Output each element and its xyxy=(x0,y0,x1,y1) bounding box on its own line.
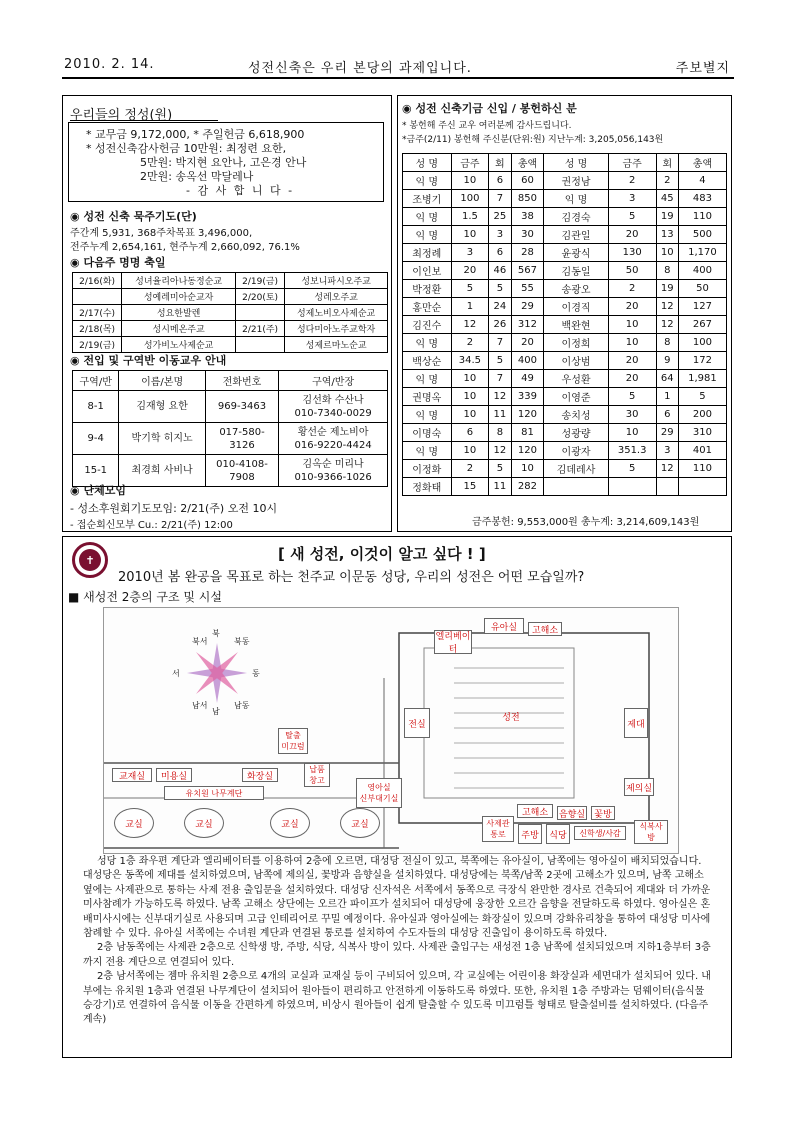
fund-cell: 3 xyxy=(656,442,678,460)
transfer-cell: 황선순 제노비아 016-9220-4424 xyxy=(279,423,388,455)
fund-cell: 25 xyxy=(489,208,511,226)
fund-row xyxy=(403,208,727,226)
room-kitchen: 주방 xyxy=(518,824,542,844)
fund-cell: 100 xyxy=(678,334,726,352)
fund-cell: 박정환 xyxy=(403,280,452,298)
fund-cell: 81 xyxy=(511,424,544,442)
fund-row xyxy=(403,334,727,352)
rosary-line-2: 전주누계 2,654,161, 현주누계 2,660,092, 76.1% xyxy=(70,242,300,253)
group-line-2: - 접순회신모부 Cu.: 2/21(주) 12:00 xyxy=(70,520,233,531)
fund-cell: 송광오 xyxy=(544,280,608,298)
room-class-4: 교실 xyxy=(340,808,380,838)
offering-line-2: * 성전신축감사헌금 10만원: 최정련 요한, xyxy=(86,142,287,155)
transfer-cell: 010-4108- 7908 xyxy=(205,455,278,487)
article-paragraph-2: 2층 남동쪽에는 사제관 2층으로 신학생 방, 주방, 식당, 식복사 방이 있다. 사제관 출입구는 새성전 1층 남쪽에 설치되었으며 지하1층부터 3층까지 전용 계단으로 연결되어 있다. xyxy=(83,942,711,968)
fund-cell: 11 xyxy=(489,406,511,424)
fund-cell xyxy=(608,478,656,496)
transfer-cell: 8-1 xyxy=(73,391,119,423)
transfer-header: 구역/반 xyxy=(73,371,119,391)
fund-cell: 400 xyxy=(678,262,726,280)
feast-cell: 성녀율리아나동정순교 xyxy=(122,273,236,289)
article-paragraph-1: 성당 1층 좌우편 계단과 엘리베이터를 이용하여 2층에 오르면, 대성당 전실이 있고, 북쪽에는 유아실이, 남쪽에는 영아실이 배치되었습니다. 대성당은 동쪽에 제대를 설치하였으며, 남쪽에 제의실, 꽃방과 음향실을 설치하였다. 대성당에는 북쪽/남쪽 2곳에 고해소가 있으며, 남쪽 고해소 옆에는 사제관으로 통하는 사제 전용 출입문을 설치하였다. 대성당 신자석은 서쪽에서 동쪽으로 극장식 완만한 경사로 건축되어 제대와 더 가까운 미사참례가 가능하도록 하였다. 남쪽 고해소 상단에는 오르간 파이프가 설치되어 대성당에 웅장한 오르간 음향을 전달하도록 하였다. 영아실은 혼배미사시에는 신부대기실로 사용되며 고급 인테리어로 꾸밀 예정이다. 유아실과 영아실에는 화장실이 있으며 강화유리창을 통하여 대성당 미사에 참례할 수 있다. 유아실 서쪽에는 수녀원 계단과 연결된 통로를 설치하여 수도자들의 대성당 진출입이 용이하도록 하였다. xyxy=(83,856,711,940)
fund-cell: 권명옥 xyxy=(403,388,452,406)
fund-row xyxy=(403,460,727,478)
transfer-cell: 박기학 히지노 xyxy=(119,423,205,455)
fund-cell: 7 xyxy=(489,334,511,352)
fund-cell: 19 xyxy=(656,208,678,226)
fund-cell: 12 xyxy=(656,316,678,334)
fund-cell: 윤광식 xyxy=(544,244,608,262)
fund-cell: 110 xyxy=(678,208,726,226)
fund-cell: 339 xyxy=(511,388,544,406)
feast-cell xyxy=(235,305,284,321)
fund-cell: 110 xyxy=(678,460,726,478)
fund-cell: 120 xyxy=(511,442,544,460)
fund-cell: 45 xyxy=(656,190,678,208)
offering-thanks: - 감 사 합 니 다 - xyxy=(186,184,295,197)
transfer-cell: 김선화 수산나 010-7340-0029 xyxy=(279,391,388,423)
transfer-header: 전화번호 xyxy=(205,371,278,391)
transfer-row xyxy=(73,391,388,423)
fund-cell: 이정화 xyxy=(403,460,452,478)
page-header xyxy=(62,55,734,79)
fund-cell: 2 xyxy=(608,172,656,190)
fund-cell: 5 xyxy=(489,280,511,298)
fund-cell: 20 xyxy=(608,370,656,388)
transfer-cell: 김재형 요한 xyxy=(119,391,205,423)
room-infant: 유아실 xyxy=(484,618,524,634)
fund-total: 금주봉헌: 9,553,000원 총누계: 3,214,609,143원 xyxy=(472,517,700,528)
fund-cell: 29 xyxy=(511,298,544,316)
fund-cell: 200 xyxy=(678,406,726,424)
fund-cell: 7 xyxy=(489,190,511,208)
fund-cell: 26 xyxy=(489,316,511,334)
fund-header: 총액 xyxy=(678,154,726,172)
fund-cell: 30 xyxy=(608,406,656,424)
fund-cell: 9 xyxy=(656,352,678,370)
fund-cell: 15 xyxy=(451,478,489,496)
fund-header: 금주 xyxy=(608,154,656,172)
fund-cell: 172 xyxy=(678,352,726,370)
fund-cell: 이상범 xyxy=(544,352,608,370)
fund-cell: 이영준 xyxy=(544,388,608,406)
room-cook: 식복사 방 xyxy=(634,820,668,844)
fund-table xyxy=(402,153,727,496)
fund-cell: 20 xyxy=(608,298,656,316)
fund-cell: 2 xyxy=(451,460,489,478)
room-baby: 영아실 신부대기실 xyxy=(356,778,402,808)
feast-cell: 2/20(토) xyxy=(235,289,284,305)
fund-cell: 100 xyxy=(451,190,489,208)
fund-cell: 13 xyxy=(656,226,678,244)
fund-cell: 351.3 xyxy=(608,442,656,460)
fund-cell: 익 명 xyxy=(544,190,608,208)
fund-row xyxy=(403,226,727,244)
article-heading: ■ 새성전 2층의 구조 및 시설 xyxy=(68,590,222,604)
fund-cell: 3 xyxy=(608,190,656,208)
fund-cell: 2 xyxy=(451,334,489,352)
groups-title: ◉ 단체모임 xyxy=(70,484,126,497)
transfer-header: 이름/본명 xyxy=(119,371,205,391)
feast-cell: 성요한발렌 xyxy=(122,305,236,321)
fund-header: 회 xyxy=(489,154,511,172)
fund-row xyxy=(403,352,727,370)
room-seminarian: 신학생/사감 xyxy=(574,826,626,840)
feast-cell: 성보니파시오주교 xyxy=(285,273,388,289)
fund-cell: 우성환 xyxy=(544,370,608,388)
fund-cell: 46 xyxy=(489,262,511,280)
room-confession-n: 고해소 xyxy=(528,622,562,636)
fund-row xyxy=(403,172,727,190)
fund-cell: 50 xyxy=(608,262,656,280)
transfer-cell: 017-580- 3126 xyxy=(205,423,278,455)
feast-cell: 2/16(화) xyxy=(73,273,122,289)
fund-cell: 1 xyxy=(451,298,489,316)
fund-cell: 10 xyxy=(451,388,489,406)
fund-cell: 2 xyxy=(608,280,656,298)
fund-row xyxy=(403,262,727,280)
fund-cell: 익 명 xyxy=(403,208,452,226)
transfer-title: ◉ 전입 및 구역반 이동교우 안내 xyxy=(70,354,227,367)
transfer-cell: 최경희 사비나 xyxy=(119,455,205,487)
fund-cell: 20 xyxy=(608,352,656,370)
fund-cell: 127 xyxy=(678,298,726,316)
room-flower: 꽃방 xyxy=(591,806,615,820)
fund-cell: 김데레사 xyxy=(544,460,608,478)
fund-cell: 3 xyxy=(451,244,489,262)
fund-row xyxy=(403,190,727,208)
offering-title: 우리들의 정성(원) xyxy=(70,108,173,123)
fund-cell: 24 xyxy=(489,298,511,316)
fund-cell: 20 xyxy=(511,334,544,352)
fund-cell: 이정희 xyxy=(544,334,608,352)
transfer-header: 구역/반장 xyxy=(279,371,388,391)
article-paragraph-3: 2층 남서쪽에는 젬마 유치원 2층으로 4개의 교실과 교재실 등이 구비되어 있으며, 각 교실에는 어린이용 화장실과 세면대가 설치되어 있다. 내부에는 유치원 1층과 연결된 나무계단이 설치되어 원아들이 편리하고 안전하게 이동하도록 하였다. 또한, 유치원 1층 주방과는 덤웨이터(음식물 승강기)로 연결하여 음식물 이동을 간편하게 하였으며, 비상시 원아들이 쉽게 탈출할 수 있도록 미끄럼틀 형태로 탈출설비를 설치하였다. (다음주 계속) xyxy=(83,971,711,1026)
header-slogan: 성전신축은 우리 본당의 과제입니다. xyxy=(248,61,472,76)
feast-title: ◉ 다음주 명명 축일 xyxy=(70,256,166,269)
transfer-cell: 969-3463 xyxy=(205,391,278,423)
fund-cell: 12 xyxy=(656,460,678,478)
fund-cell: 6 xyxy=(656,406,678,424)
fund-row xyxy=(403,280,727,298)
room-storage: 납품 창고 xyxy=(304,763,330,787)
feast-row xyxy=(73,305,388,321)
fund-cell: 5 xyxy=(608,208,656,226)
feast-table xyxy=(72,272,388,353)
fund-cell: 10 xyxy=(656,244,678,262)
fund-cell: 8 xyxy=(656,334,678,352)
fund-cell: 성광량 xyxy=(544,424,608,442)
fund-cell: 10 xyxy=(608,316,656,334)
fund-cell: 49 xyxy=(511,370,544,388)
fund-cell: 50 xyxy=(678,280,726,298)
fund-cell: 김경숙 xyxy=(544,208,608,226)
room-class-2: 교실 xyxy=(184,808,224,838)
fund-cell: 6 xyxy=(451,424,489,442)
fund-cell: 익 명 xyxy=(403,334,452,352)
fund-cell: 7 xyxy=(489,370,511,388)
fund-cell: 267 xyxy=(678,316,726,334)
feast-row xyxy=(73,337,388,353)
fund-cell: 조병기 xyxy=(403,190,452,208)
fund-cell: 120 xyxy=(511,406,544,424)
article-subtitle: 2010년 봄 완공을 목표로 하는 천주교 이문동 성당, 우리의 성전은 어떤 모습일까? xyxy=(118,570,585,585)
compass-ne: 북동 xyxy=(234,637,250,646)
fund-row xyxy=(403,442,727,460)
room-class-1: 교실 xyxy=(114,808,154,838)
room-stairs: 유치원 나무계단 xyxy=(164,786,264,800)
group-line-1: - 성소후원회기도모임: 2/21(주) 오전 10시 xyxy=(70,502,278,515)
feast-cell: 성제르마노순교 xyxy=(285,337,388,353)
transfer-cell: 9-4 xyxy=(73,423,119,455)
compass-nw: 북서 xyxy=(192,637,208,646)
room-confession-s: 고해소 xyxy=(517,804,553,818)
fund-cell: 김동일 xyxy=(544,262,608,280)
floor-plan xyxy=(103,607,679,854)
fund-cell: 백상순 xyxy=(403,352,452,370)
feast-cell: 성제노비오사제순교 xyxy=(285,305,388,321)
fund-row xyxy=(403,244,727,262)
fund-cell: 5 xyxy=(489,460,511,478)
fund-cell: 이인보 xyxy=(403,262,452,280)
room-dining: 식당 xyxy=(546,824,570,844)
fund-cell: 5 xyxy=(608,388,656,406)
fund-cell: 익 명 xyxy=(403,226,452,244)
fund-cell: 김진수 xyxy=(403,316,452,334)
room-toilet: 화장실 xyxy=(242,768,278,782)
fund-cell: 28 xyxy=(511,244,544,262)
fund-cell: 익 명 xyxy=(403,406,452,424)
rosary-title: ◉ 성전 신축 묵주기도(단) xyxy=(70,210,197,223)
fund-row xyxy=(403,388,727,406)
room-elevator: 엘리베이터 xyxy=(435,632,471,655)
feast-cell: 2/17(수) xyxy=(73,305,122,321)
fund-cell xyxy=(656,478,678,496)
transfer-cell: 김옥순 미리나 010-9366-1026 xyxy=(279,455,388,487)
fund-cell: 6 xyxy=(489,172,511,190)
fund-cell: 익 명 xyxy=(403,172,452,190)
compass-sw: 남서 xyxy=(192,701,208,710)
fund-cell: 정화태 xyxy=(403,478,452,496)
offering-line-4: 2만원: 송옥선 막달레나 xyxy=(140,170,254,183)
feast-cell: 성시메온주교 xyxy=(122,321,236,337)
fund-row xyxy=(403,424,727,442)
fund-cell: 4 xyxy=(678,172,726,190)
fund-header: 성 명 xyxy=(403,154,452,172)
fund-cell: 500 xyxy=(678,226,726,244)
article-body xyxy=(83,855,713,1028)
room-rectory-passage: 사제관 통로 xyxy=(482,816,514,842)
issue-date: 2010. 2. 14. xyxy=(64,57,155,72)
fund-cell: 이명숙 xyxy=(403,424,452,442)
feast-row xyxy=(73,289,388,305)
fund-cell: 20 xyxy=(608,226,656,244)
fund-cell: 10 xyxy=(451,172,489,190)
fund-cell: 850 xyxy=(511,190,544,208)
fund-cell: 10 xyxy=(451,226,489,244)
fund-cell: 10 xyxy=(451,370,489,388)
fund-cell: 1 xyxy=(656,388,678,406)
fund-cell: 8 xyxy=(489,424,511,442)
fund-cell: 310 xyxy=(678,424,726,442)
rosary-line-1: 주간계 5,931, 368주차목표 3,496,000, xyxy=(70,228,253,239)
transfer-table xyxy=(72,370,388,487)
fund-cell: 38 xyxy=(511,208,544,226)
feast-cell xyxy=(73,289,122,305)
compass-s: 남 xyxy=(212,707,220,716)
fund-cell: 6 xyxy=(489,244,511,262)
fund-cell: 1,981 xyxy=(678,370,726,388)
feast-row xyxy=(73,273,388,289)
fund-cell: 익 명 xyxy=(403,370,452,388)
offering-line-1: * 교무금 9,172,000, * 주일헌금 6,618,900 xyxy=(86,128,305,141)
feast-cell: 성가비노사제순교 xyxy=(122,337,236,353)
transfer-cell: 15-1 xyxy=(73,455,119,487)
fund-cell xyxy=(678,478,726,496)
fund-note-1: * 봉헌해 주신 교우 여러분께 감사드립니다. xyxy=(402,121,572,131)
fund-row xyxy=(403,298,727,316)
fund-cell: 1.5 xyxy=(451,208,489,226)
fund-cell: 10 xyxy=(511,460,544,478)
fund-cell: 483 xyxy=(678,190,726,208)
feast-cell: 2/21(주) xyxy=(235,321,284,337)
fund-cell: 11 xyxy=(489,478,511,496)
fund-cell: 10 xyxy=(608,424,656,442)
fund-cell: 홍만순 xyxy=(403,298,452,316)
fund-cell: 5 xyxy=(451,280,489,298)
fund-header: 성 명 xyxy=(544,154,608,172)
fund-cell: 19 xyxy=(656,280,678,298)
fund-title: ◉ 성전 신축기금 신입 / 봉헌하신 분 xyxy=(402,102,577,115)
room-vestibule: 전실 xyxy=(404,708,430,738)
feast-cell: 2/18(목) xyxy=(73,321,122,337)
fund-cell: 10 xyxy=(451,442,489,460)
fund-cell: 이경직 xyxy=(544,298,608,316)
feast-cell: 2/19(금) xyxy=(235,273,284,289)
fund-cell: 8 xyxy=(656,262,678,280)
fund-cell: 401 xyxy=(678,442,726,460)
section-label: 주보별지 xyxy=(675,61,730,76)
room-class-3: 교실 xyxy=(270,808,310,838)
fund-cell: 60 xyxy=(511,172,544,190)
fund-cell: 10 xyxy=(608,334,656,352)
fund-cell: 30 xyxy=(511,226,544,244)
fund-note-2: *금주(2/11) 봉헌해 주신분(단위:원) 지난누계: 3,205,056,143원 xyxy=(402,135,664,145)
room-vestry: 제의실 xyxy=(624,778,654,796)
fund-cell: 최정례 xyxy=(403,244,452,262)
feast-cell: 성레오주교 xyxy=(285,289,388,305)
compass-n: 북 xyxy=(212,629,220,638)
fund-cell: 백완현 xyxy=(544,316,608,334)
offering-line-3: 5만원: 박지현 요안나, 고은경 안나 xyxy=(140,156,307,169)
fund-cell: 12 xyxy=(489,442,511,460)
feast-cell: 성다미아노주교학자 xyxy=(285,321,388,337)
fund-cell: 김관일 xyxy=(544,226,608,244)
feast-cell: 성예레미아순교자 xyxy=(122,289,236,305)
article-title: [ 새 성전, 이것이 알고 싶다 ! ] xyxy=(278,545,486,563)
fund-cell: 5 xyxy=(678,388,726,406)
fund-cell: 송치성 xyxy=(544,406,608,424)
fund-cell: 400 xyxy=(511,352,544,370)
fund-cell: 34.5 xyxy=(451,352,489,370)
fund-cell: 2 xyxy=(656,172,678,190)
fund-cell: 10 xyxy=(451,406,489,424)
fund-cell: 55 xyxy=(511,280,544,298)
feast-row xyxy=(73,321,388,337)
church-seal-logo: ✝ xyxy=(72,542,108,578)
compass-e: 동 xyxy=(252,669,260,678)
room-sound: 음향실 xyxy=(557,806,587,820)
fund-header: 총액 xyxy=(511,154,544,172)
fund-cell: 5 xyxy=(608,460,656,478)
feast-cell: 2/19(금) xyxy=(73,337,122,353)
fund-cell: 20 xyxy=(451,262,489,280)
transfer-row xyxy=(73,423,388,455)
compass-w: 서 xyxy=(172,669,180,678)
room-altar: 제대 xyxy=(624,708,648,738)
fund-cell: 이광자 xyxy=(544,442,608,460)
room-sanctuary: 성전 xyxy=(502,712,520,723)
fund-cell: 567 xyxy=(511,262,544,280)
room-escape: 탈출 미끄럼 xyxy=(278,728,308,754)
fund-cell: 12 xyxy=(489,388,511,406)
fund-row xyxy=(403,406,727,424)
fund-cell: 권정남 xyxy=(544,172,608,190)
room-misc: 미용실 xyxy=(156,768,192,782)
feast-cell xyxy=(235,337,284,353)
fund-row xyxy=(403,316,727,334)
fund-cell: 12 xyxy=(656,298,678,316)
fund-cell xyxy=(544,478,608,496)
fund-header: 회 xyxy=(656,154,678,172)
fund-header: 금주 xyxy=(451,154,489,172)
fund-cell: 130 xyxy=(608,244,656,262)
fund-cell: 5 xyxy=(489,352,511,370)
fund-cell: 64 xyxy=(656,370,678,388)
compass-se: 남동 xyxy=(234,701,250,710)
fund-row xyxy=(403,370,727,388)
room-material: 교재실 xyxy=(112,768,152,782)
fund-cell: 312 xyxy=(511,316,544,334)
fund-cell: 282 xyxy=(511,478,544,496)
fund-cell: 12 xyxy=(451,316,489,334)
fund-cell: 29 xyxy=(656,424,678,442)
fund-cell: 3 xyxy=(489,226,511,244)
fund-cell: 1,170 xyxy=(678,244,726,262)
fund-cell: 익 명 xyxy=(403,442,452,460)
fund-row xyxy=(403,478,727,496)
